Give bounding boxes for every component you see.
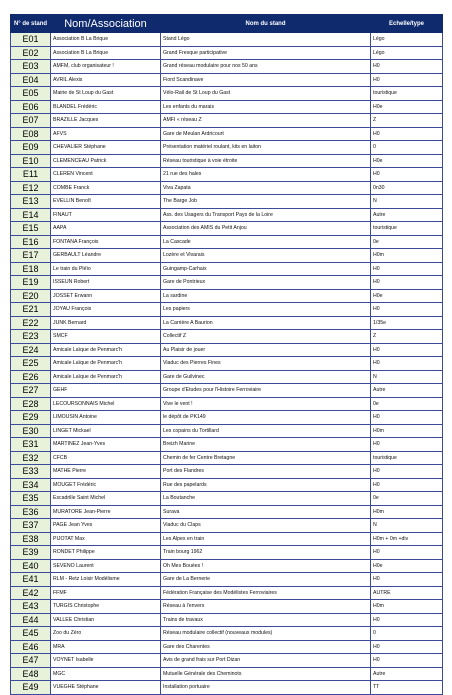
association-cell: EVELLIN Benoît [51, 195, 161, 209]
table-row [11, 384, 443, 398]
association-cell: TURGIS Christophe [51, 600, 161, 614]
association-cell: PAGE Jean Yves [51, 519, 161, 533]
association-cell: LECOURSONNAIS Michel [51, 397, 161, 411]
stand-number-cell: E21 [11, 303, 51, 317]
header-stand-number: N° de stand [11, 15, 51, 33]
scale-type-cell: 0e [371, 397, 443, 411]
association-cell: RLM - Retz Loisir Modélisme [51, 573, 161, 587]
stand-name-cell: Les enfants du marais [161, 100, 371, 114]
scale-type-cell: TT [371, 681, 443, 695]
stand-name-cell: Les papiers [161, 303, 371, 317]
stand-number-cell: E49 [11, 681, 51, 695]
stand-name-cell: La Boutanche [161, 492, 371, 506]
scale-type-cell: H0 [371, 465, 443, 479]
stand-number-cell: E43 [11, 600, 51, 614]
table-row [11, 505, 443, 519]
association-cell: Escadrille Saint Michel [51, 492, 161, 506]
scale-type-cell: Légo [371, 46, 443, 60]
stand-number-cell: E16 [11, 235, 51, 249]
stand-number-cell: E13 [11, 195, 51, 209]
scale-type-cell: H0 [371, 478, 443, 492]
table-row [11, 60, 443, 74]
stand-name-cell: Réseau à l'envers [161, 600, 371, 614]
stands-sheet [10, 14, 442, 695]
scale-type-cell: H0m [371, 249, 443, 263]
table-row [11, 654, 443, 668]
scale-type-cell: H0 [371, 411, 443, 425]
association-cell: GEHF [51, 384, 161, 398]
stand-number-cell: E15 [11, 222, 51, 236]
association-cell: Le train du Pléïo [51, 262, 161, 276]
stand-name-cell: Surava [161, 505, 371, 519]
table-row [11, 235, 443, 249]
stand-name-cell: Réseau touristique à voie étroite [161, 154, 371, 168]
scale-type-cell: H0 [371, 357, 443, 371]
association-cell: MARTINEZ Jean-Yves [51, 438, 161, 452]
header-row [11, 15, 443, 33]
scale-type-cell: Autre [371, 667, 443, 681]
stand-name-cell: Gare de Meulan Ardricourt [161, 127, 371, 141]
stand-name-cell: Les Alpes en train [161, 532, 371, 546]
stand-number-cell: E01 [11, 33, 51, 47]
table-row [11, 478, 443, 492]
table-row [11, 357, 443, 371]
association-cell: BLANDEL Frédéric [51, 100, 161, 114]
association-cell: Mairie de St Loup du Gast [51, 87, 161, 101]
table-row [11, 519, 443, 533]
stand-name-cell: Mutuelle Générale des Cheminots [161, 667, 371, 681]
scale-type-cell: H0e [371, 100, 443, 114]
stand-number-cell: E22 [11, 316, 51, 330]
stand-number-cell: E25 [11, 357, 51, 371]
table-row [11, 451, 443, 465]
association-cell: Amicale Laïque de Penmarc'h [51, 370, 161, 384]
stand-name-cell: Oh Mes Bouées ! [161, 559, 371, 573]
table-row [11, 465, 443, 479]
stand-number-cell: E19 [11, 276, 51, 290]
scale-type-cell: 1/35e [371, 316, 443, 330]
stand-name-cell: 21 rue des hales [161, 168, 371, 182]
stand-name-cell: Au Plaisir de jouer [161, 343, 371, 357]
association-cell: BRAZILLE Jacques [51, 114, 161, 128]
association-cell: Association B La Brique [51, 46, 161, 60]
association-cell: AVRIL Alexis [51, 73, 161, 87]
stand-number-cell: E10 [11, 154, 51, 168]
stand-name-cell: Grand réseau modulaire pour nos 50 ans [161, 60, 371, 74]
table-row [11, 46, 443, 60]
scale-type-cell: touristique [371, 87, 443, 101]
stand-name-cell: Vive le vent ! [161, 397, 371, 411]
table-row [11, 411, 443, 425]
association-cell: CFCB [51, 451, 161, 465]
stand-name-cell: AMFI « réseau Z [161, 114, 371, 128]
association-cell: AMFM, club organisateur ! [51, 60, 161, 74]
association-cell: COMBE Franck [51, 181, 161, 195]
stand-name-cell: Viva Zapata [161, 181, 371, 195]
stand-number-cell: E30 [11, 424, 51, 438]
table-row [11, 208, 443, 222]
scale-type-cell: H0 [371, 343, 443, 357]
scale-type-cell: N [371, 519, 443, 533]
stand-name-cell: Les copains du Tortillard [161, 424, 371, 438]
stand-name-cell: Gare de Pontrieux [161, 276, 371, 290]
table-row [11, 276, 443, 290]
table-row [11, 532, 443, 546]
table-row [11, 127, 443, 141]
table-row [11, 546, 443, 560]
scale-type-cell: Légo [371, 33, 443, 47]
table-row [11, 667, 443, 681]
scale-type-cell: Z [371, 330, 443, 344]
stand-name-cell: Viaduc du Claps [161, 519, 371, 533]
stand-name-cell: Gare de Guilvinec [161, 370, 371, 384]
association-cell: Amicale Laïque de Penmarc'h [51, 357, 161, 371]
table-row [11, 249, 443, 263]
stand-number-cell: E09 [11, 141, 51, 155]
table-row [11, 316, 443, 330]
header-association: Nom/Association [51, 15, 161, 33]
stand-name-cell: Avis de grand frais sur Port Dizan [161, 654, 371, 668]
association-cell: SEVENO Laurent [51, 559, 161, 573]
association-cell: CLEMENCEAU Patrick [51, 154, 161, 168]
association-cell: FONTANA François [51, 235, 161, 249]
association-cell: LINGET Mickael [51, 424, 161, 438]
stand-number-cell: E34 [11, 478, 51, 492]
stand-number-cell: E32 [11, 451, 51, 465]
stand-number-cell: E07 [11, 114, 51, 128]
stand-name-cell: le dépôt de PK149 [161, 411, 371, 425]
stand-name-cell: The Barge Job [161, 195, 371, 209]
stand-name-cell: Train bourg 1962 [161, 546, 371, 560]
association-cell: MURATORE Jean-Pierre [51, 505, 161, 519]
stand-name-cell: Association des AMIS du Petit Anjou [161, 222, 371, 236]
table-row [11, 222, 443, 236]
association-cell: MGC [51, 667, 161, 681]
scale-type-cell: H0m [371, 600, 443, 614]
scale-type-cell: 0e [371, 235, 443, 249]
table-row [11, 303, 443, 317]
table-row [11, 559, 443, 573]
scale-type-cell: H0 [371, 303, 443, 317]
association-cell: VUEGHE Stéphane [51, 681, 161, 695]
scale-type-cell: H0 [371, 127, 443, 141]
table-row [11, 168, 443, 182]
table-row [11, 370, 443, 384]
scale-type-cell: H0 [371, 573, 443, 587]
stand-number-cell: E41 [11, 573, 51, 587]
scale-type-cell: AUTRE [371, 586, 443, 600]
stand-name-cell: Gare des Charentes [161, 640, 371, 654]
stand-name-cell: Installation portuaire [161, 681, 371, 695]
table-row [11, 33, 443, 47]
scale-type-cell: touristique [371, 451, 443, 465]
scale-type-cell: N [371, 195, 443, 209]
stand-number-cell: E24 [11, 343, 51, 357]
association-cell: CHEVALIER Stéphane [51, 141, 161, 155]
scale-type-cell: 0 [371, 627, 443, 641]
table-row [11, 73, 443, 87]
stand-number-cell: E28 [11, 397, 51, 411]
stand-number-cell: E05 [11, 87, 51, 101]
stand-number-cell: E12 [11, 181, 51, 195]
stand-number-cell: E08 [11, 127, 51, 141]
stand-name-cell: Présentation matériel roulant, kits en laiton [161, 141, 371, 155]
stand-name-cell: La Cascade [161, 235, 371, 249]
stand-name-cell: Lozère et Vivarais [161, 249, 371, 263]
stand-number-cell: E31 [11, 438, 51, 452]
table-row [11, 262, 443, 276]
stand-number-cell: E36 [11, 505, 51, 519]
scale-type-cell: H0 [371, 73, 443, 87]
association-cell: LIMOUSIN Antoine [51, 411, 161, 425]
stand-number-cell: E45 [11, 627, 51, 641]
stand-name-cell: Viaduc des Pierres Fines [161, 357, 371, 371]
table-row [11, 600, 443, 614]
stand-name-cell: Breizh Marine [161, 438, 371, 452]
scale-type-cell: Z [371, 114, 443, 128]
association-cell: JOYAU François [51, 303, 161, 317]
table-row [11, 397, 443, 411]
association-cell: FFMF [51, 586, 161, 600]
scale-type-cell: 0e [371, 492, 443, 506]
header-scale-type: Echelle/type [371, 15, 443, 33]
stand-number-cell: E39 [11, 546, 51, 560]
stand-number-cell: E06 [11, 100, 51, 114]
table-row [11, 343, 443, 357]
table-row [11, 573, 443, 587]
scale-type-cell: H0 [371, 640, 443, 654]
table-row [11, 154, 443, 168]
stand-name-cell: Guingamp-Carhaix [161, 262, 371, 276]
scale-type-cell: H0e [371, 289, 443, 303]
scale-type-cell: H0 [371, 168, 443, 182]
stand-number-cell: E11 [11, 168, 51, 182]
association-cell: FINAUT [51, 208, 161, 222]
association-cell: PIJOTAT Max [51, 532, 161, 546]
association-cell: JOSSET Erwann [51, 289, 161, 303]
stand-number-cell: E42 [11, 586, 51, 600]
table-row [11, 289, 443, 303]
association-cell: VOYNET Isabelle [51, 654, 161, 668]
association-cell: GERBAULT Léandre [51, 249, 161, 263]
association-cell: RONDET Philippe [51, 546, 161, 560]
stand-number-cell: E02 [11, 46, 51, 60]
table-row [11, 195, 443, 209]
scale-type-cell: H0e [371, 154, 443, 168]
stand-number-cell: E18 [11, 262, 51, 276]
association-cell: VALLEE Christian [51, 613, 161, 627]
scale-type-cell: H0 [371, 438, 443, 452]
stand-name-cell: Fiord Scandinave [161, 73, 371, 87]
scale-type-cell: H0 [371, 276, 443, 290]
stand-number-cell: E47 [11, 654, 51, 668]
stand-name-cell: Réseau modulaire collectif (nouveaux modules) [161, 627, 371, 641]
scale-type-cell: H0 [371, 546, 443, 560]
table-body [11, 33, 443, 695]
table-row [11, 100, 443, 114]
stand-name-cell: La Carrière A Baurion [161, 316, 371, 330]
stand-number-cell: E17 [11, 249, 51, 263]
scale-type-cell: 0 [371, 141, 443, 155]
association-cell: AFVS [51, 127, 161, 141]
table-row [11, 627, 443, 641]
table-row [11, 181, 443, 195]
table-row [11, 141, 443, 155]
association-cell: JUNK Bernard [51, 316, 161, 330]
scale-type-cell: N [371, 370, 443, 384]
scale-type-cell: H0 [371, 613, 443, 627]
stand-name-cell: Fédération Française des Modélistes Ferroviaires [161, 586, 371, 600]
stand-number-cell: E35 [11, 492, 51, 506]
stands-table [10, 14, 443, 695]
stand-name-cell: Gare de La Bernerie [161, 573, 371, 587]
stand-number-cell: E04 [11, 73, 51, 87]
table-row [11, 438, 443, 452]
stand-number-cell: E38 [11, 532, 51, 546]
stand-name-cell: Chemin de fer Centre Bretagne [161, 451, 371, 465]
table-row [11, 330, 443, 344]
association-cell: AAPA [51, 222, 161, 236]
scale-type-cell: 0n30 [371, 181, 443, 195]
scale-type-cell: Autre [371, 208, 443, 222]
stand-number-cell: E29 [11, 411, 51, 425]
scale-type-cell: Autre [371, 384, 443, 398]
association-cell: MRA [51, 640, 161, 654]
association-cell: MOUGET Frédéric [51, 478, 161, 492]
association-cell: ISSEUN Robert [51, 276, 161, 290]
stand-name-cell: Rue des papelards [161, 478, 371, 492]
table-row [11, 492, 443, 506]
table-row [11, 613, 443, 627]
stand-name-cell: Port des Flandres [161, 465, 371, 479]
table-row [11, 114, 443, 128]
table-header [11, 15, 443, 33]
stand-name-cell: Groupe d'Etudes pour l'Histoire Ferroviaire [161, 384, 371, 398]
stand-number-cell: E14 [11, 208, 51, 222]
association-cell: Zoo du Zéro [51, 627, 161, 641]
scale-type-cell: H0m [371, 505, 443, 519]
stand-number-cell: E33 [11, 465, 51, 479]
table-row [11, 586, 443, 600]
stand-name-cell: Vélo-Rail de St Loup du Gast [161, 87, 371, 101]
stand-name-cell: Trains de travaux [161, 613, 371, 627]
stand-name-cell: Grand Fresque participative [161, 46, 371, 60]
stand-number-cell: E44 [11, 613, 51, 627]
stand-number-cell: E37 [11, 519, 51, 533]
association-cell: CLEREN Vincent [51, 168, 161, 182]
stand-number-cell: E40 [11, 559, 51, 573]
stand-name-cell: Collectif Z [161, 330, 371, 344]
scale-type-cell: H0m [371, 424, 443, 438]
association-cell: Amicale Laïque de Penmarc'h [51, 343, 161, 357]
stand-name-cell: Ass. des Usagers du Transport Pays de la Loire [161, 208, 371, 222]
association-cell: SMCF [51, 330, 161, 344]
scale-type-cell: H0e [371, 559, 443, 573]
stand-number-cell: E26 [11, 370, 51, 384]
stand-number-cell: E27 [11, 384, 51, 398]
table-row [11, 640, 443, 654]
scale-type-cell: H0 [371, 262, 443, 276]
stand-number-cell: E48 [11, 667, 51, 681]
stand-number-cell: E23 [11, 330, 51, 344]
table-row [11, 87, 443, 101]
association-cell: MATHE Pierre [51, 465, 161, 479]
stand-name-cell: La sardine [161, 289, 371, 303]
stand-number-cell: E03 [11, 60, 51, 74]
scale-type-cell: H0 [371, 654, 443, 668]
header-stand-name: Nom du stand [161, 15, 371, 33]
table-row [11, 681, 443, 695]
scale-type-cell: H0 [371, 60, 443, 74]
table-row [11, 424, 443, 438]
stand-name-cell: Stand Légo [161, 33, 371, 47]
association-cell: Association B La Brique [51, 33, 161, 47]
stand-number-cell: E20 [11, 289, 51, 303]
scale-type-cell: H0m + 0m +div [371, 532, 443, 546]
scale-type-cell: touristique [371, 222, 443, 236]
stand-number-cell: E46 [11, 640, 51, 654]
